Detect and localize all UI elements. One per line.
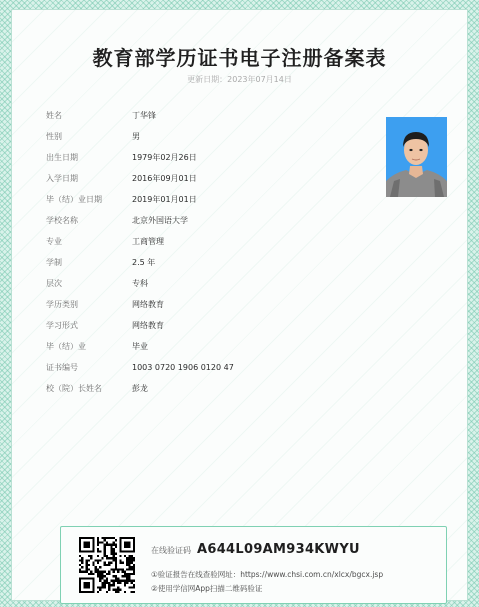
field-label: 学习形式	[46, 321, 78, 330]
field-value: 网络教育	[132, 321, 164, 330]
field-label: 毕（结）业	[46, 342, 86, 351]
field-label: 层次	[46, 279, 62, 288]
record-sheet	[12, 10, 467, 600]
field-value: 彭龙	[132, 384, 148, 393]
field-label: 学历类别	[46, 300, 78, 309]
field-value: 2019年01月01日	[132, 195, 197, 204]
field-label: 专业	[46, 237, 62, 246]
field-value: 1979年02月26日	[132, 153, 197, 162]
field-label: 学制	[46, 258, 62, 267]
field-value: 1003 0720 1906 0120 47	[132, 363, 234, 372]
verification-code-row	[151, 542, 360, 557]
field-value: 专科	[132, 279, 148, 288]
field-value: 丁华锋	[132, 111, 156, 120]
verification-url-note: ①验证报告在线查验网址：https://www.chsi.com.cn/xlcx/bgcx.jsp	[151, 570, 384, 579]
verification-code-label: 在线验证码	[151, 546, 191, 555]
field-value: 毕业	[132, 342, 148, 351]
field-value: 2.5 年	[132, 258, 156, 267]
field-value: 2016年09月01日	[132, 174, 197, 183]
field-label: 性别	[46, 132, 62, 141]
field-label: 出生日期	[46, 153, 78, 162]
verification-code: A644L09AM934KWYU	[197, 542, 360, 557]
qr-code[interactable]	[79, 537, 135, 593]
verification-box	[60, 526, 447, 604]
verification-app-note: ②使用学信网App扫描二维码验证	[151, 584, 263, 593]
field-value: 北京外国语大学	[132, 216, 188, 225]
update-date: 更新日期：2023年07月14日	[187, 75, 292, 84]
id-photo	[386, 117, 447, 197]
field-label: 入学日期	[46, 174, 78, 183]
field-label: 校（院）长姓名	[46, 384, 102, 393]
field-value: 网络教育	[132, 300, 164, 309]
field-value: 工商管理	[132, 237, 164, 246]
field-label: 毕（结）业日期	[46, 195, 102, 204]
field-label: 证书编号	[46, 363, 78, 372]
field-value: 男	[132, 132, 140, 141]
field-label: 姓名	[46, 111, 62, 120]
portrait-image	[386, 117, 447, 197]
field-label: 学校名称	[46, 216, 78, 225]
document-title: 教育部学历证书电子注册备案表	[92, 46, 387, 70]
